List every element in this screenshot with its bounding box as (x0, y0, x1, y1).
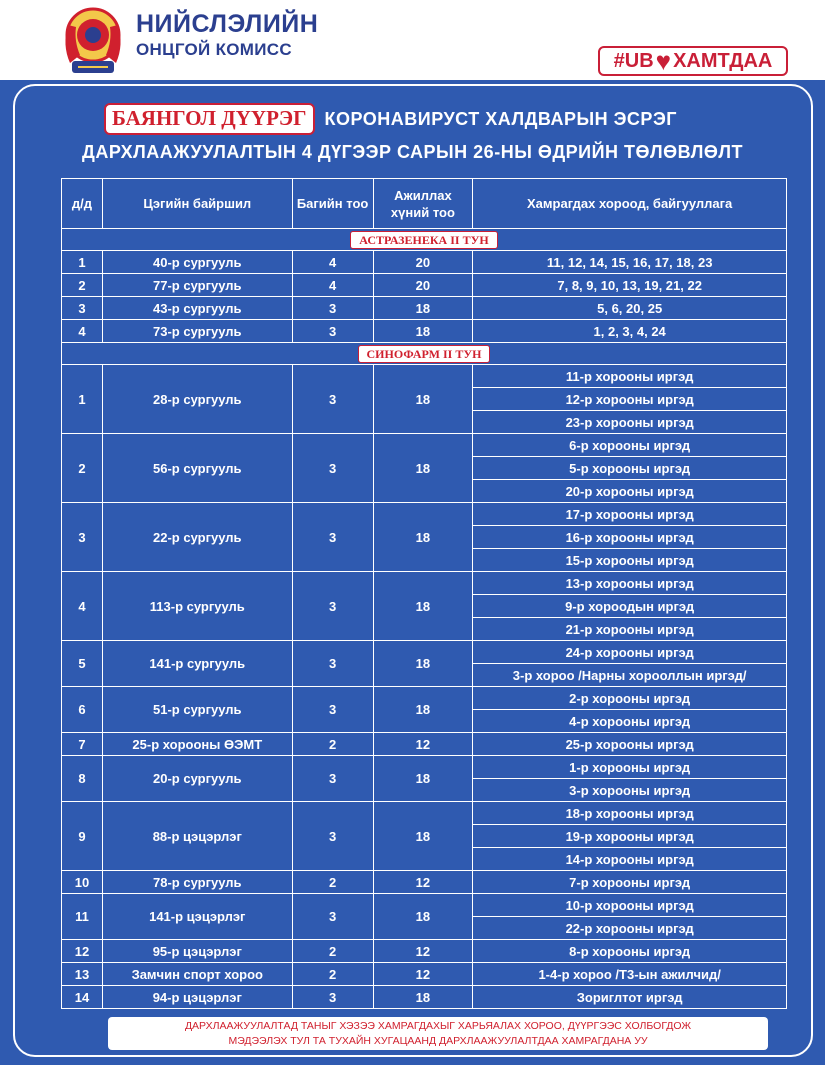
cell-coverage: 18-р хорооны иргэд (473, 802, 787, 825)
cell-teams: 3 (292, 641, 373, 687)
plan-table-body (62, 229, 787, 1009)
hashtag-right: ХАМТДАА (673, 49, 773, 72)
cell-no: 4 (62, 572, 103, 641)
cell-coverage: 12-р хорооны иргэд (473, 388, 787, 411)
cell-coverage: 15-р хорооны иргэд (473, 549, 787, 572)
table-row (62, 434, 787, 457)
section-row (62, 343, 787, 365)
cell-coverage: 17-р хорооны иргэд (473, 503, 787, 526)
cell-coverage: 24-р хорооны иргэд (473, 641, 787, 664)
table-row (62, 871, 787, 894)
cell-teams: 3 (292, 365, 373, 434)
cell-location: 88-р цэцэрлэг (102, 802, 292, 871)
table-row (62, 503, 787, 526)
cell-teams: 3 (292, 434, 373, 503)
cell-location: 95-р цэцэрлэг (102, 940, 292, 963)
cell-staff: 18 (373, 687, 473, 733)
cell-teams: 3 (292, 802, 373, 871)
cell-staff: 18 (373, 503, 473, 572)
cell-location: 77-р сургууль (102, 274, 292, 297)
cell-coverage: 2-р хорооны иргэд (473, 687, 787, 710)
cell-teams: 4 (292, 274, 373, 297)
cell-teams: 2 (292, 871, 373, 894)
cell-coverage: 1-4-р хороо /Т3-ын ажилчид/ (473, 963, 787, 986)
header-no: д/д (62, 179, 103, 229)
cell-no: 6 (62, 687, 103, 733)
cell-coverage: Зориглтот иргэд (473, 986, 787, 1009)
cell-staff: 12 (373, 940, 473, 963)
table-row (62, 940, 787, 963)
cell-coverage: 13-р хорооны иргэд (473, 572, 787, 595)
cell-staff: 20 (373, 251, 473, 274)
cell-coverage: 22-р хорооны иргэд (473, 917, 787, 940)
cell-teams: 3 (292, 503, 373, 572)
cell-location: 22-р сургууль (102, 503, 292, 572)
section-cell (62, 343, 787, 365)
cell-staff: 18 (373, 802, 473, 871)
cell-coverage: 14-р хорооны иргэд (473, 848, 787, 871)
cell-coverage: 23-р хорооны иргэд (473, 411, 787, 434)
cell-no: 10 (62, 871, 103, 894)
cell-teams: 3 (292, 756, 373, 802)
cell-coverage: 19-р хорооны иргэд (473, 825, 787, 848)
cell-staff: 18 (373, 320, 473, 343)
table-row (62, 297, 787, 320)
cell-coverage: 16-р хорооны иргэд (473, 526, 787, 549)
section-label: СИНОФАРМ II ТУН (358, 345, 491, 363)
cell-location: 40-р сургууль (102, 251, 292, 274)
cell-no: 4 (62, 320, 103, 343)
cell-coverage: 7, 8, 9, 10, 13, 19, 21, 22 (473, 274, 787, 297)
cell-coverage: 10-р хорооны иргэд (473, 894, 787, 917)
cell-location: 25-р хорооны ӨЭМТ (102, 733, 292, 756)
hashtag-left: #UB (613, 49, 654, 72)
footer-notice (108, 1017, 768, 1050)
title-line-2: ДАРХЛААЖУУЛАЛТЫН 4 ДҮГЭЭР САРЫН 26-НЫ ӨДРИЙН ТӨЛӨВЛӨЛТ (82, 142, 743, 162)
cell-location: 94-р цэцэрлэг (102, 986, 292, 1009)
section-label: АСТРАЗЕНЕКА II ТУН (350, 231, 497, 249)
cell-location: 20-р сургууль (102, 756, 292, 802)
footer-line-2: МЭДЭЭЛЭХ ТУЛ ТА ТУХАЙН ХУГАЦААНД ДАРХЛААЖУУЛАЛТДАА ХАМРАГДАНА УУ (228, 1035, 648, 1047)
cell-teams: 3 (292, 320, 373, 343)
cell-no: 1 (62, 365, 103, 434)
title-row-1 (104, 104, 677, 134)
table-row (62, 641, 787, 664)
cell-coverage: 7-р хорооны иргэд (473, 871, 787, 894)
cell-no: 13 (62, 963, 103, 986)
cell-staff: 18 (373, 365, 473, 434)
cell-teams: 3 (292, 572, 373, 641)
cell-staff: 18 (373, 572, 473, 641)
header-coverage: Хамрагдах хороод, байгууллага (473, 179, 787, 229)
header-teams (292, 179, 373, 229)
district-badge: БАЯНГОЛ ДҮҮРЭГ (104, 103, 315, 135)
header-staff (373, 179, 473, 229)
table-row (62, 251, 787, 274)
cell-coverage: 1, 2, 3, 4, 24 (473, 320, 787, 343)
cell-location: 28-р сургууль (102, 365, 292, 434)
cell-coverage: 20-р хорооны иргэд (473, 480, 787, 503)
cell-teams: 3 (292, 894, 373, 940)
cell-no: 9 (62, 802, 103, 871)
cell-coverage: 11-р хорооны иргэд (473, 365, 787, 388)
table-header-row (62, 179, 787, 229)
cell-staff: 12 (373, 963, 473, 986)
header-band (0, 0, 825, 80)
plan-table (61, 178, 787, 1009)
cell-no: 2 (62, 274, 103, 297)
cell-no: 14 (62, 986, 103, 1009)
cell-location: 51-р сургууль (102, 687, 292, 733)
cell-staff: 12 (373, 871, 473, 894)
header-teams-text: Багийн тоо (296, 196, 369, 211)
cell-coverage: 5, 6, 20, 25 (473, 297, 787, 320)
table-row (62, 687, 787, 710)
cell-location: 113-р сургууль (102, 572, 292, 641)
cell-staff: 18 (373, 894, 473, 940)
cell-staff: 18 (373, 297, 473, 320)
cell-staff: 18 (373, 641, 473, 687)
table-row (62, 963, 787, 986)
section-cell (62, 229, 787, 251)
footer-line-1: ДАРХЛААЖУУЛАЛТАД ТАНЫГ ХЭЗЭЭ ХАМРАГДАХЫГ ХАРЬЯАЛАХ ХОРОО, ДҮҮРГЭЭС ХОЛБОГДОЖ (184, 1020, 692, 1032)
cell-teams: 3 (292, 986, 373, 1009)
cell-coverage: 4-р хорооны иргэд (473, 710, 787, 733)
cell-coverage: 25-р хорооны иргэд (473, 733, 787, 756)
cell-no: 12 (62, 940, 103, 963)
org-name-line2: ОНЦГОЙ КОМИСС (136, 40, 292, 60)
cell-coverage: 5-р хорооны иргэд (473, 457, 787, 480)
cell-coverage: 9-р хороодын иргэд (473, 595, 787, 618)
section-row (62, 229, 787, 251)
cell-no: 1 (62, 251, 103, 274)
cell-coverage: 1-р хорооны иргэд (473, 756, 787, 779)
cell-coverage: 8-р хорооны иргэд (473, 940, 787, 963)
table-row (62, 365, 787, 388)
title-line-1: КОРОНАВИРУСТ ХАЛДВАРЫН ЭСРЭГ (324, 108, 677, 129)
cell-staff: 18 (373, 434, 473, 503)
org-name (136, 11, 318, 59)
cell-location: 56-р сургууль (102, 434, 292, 503)
cell-staff: 18 (373, 756, 473, 802)
table-row (62, 894, 787, 917)
cell-no: 11 (62, 894, 103, 940)
cell-coverage: 3-р хорооны иргэд (473, 779, 787, 802)
cell-location: 43-р сургууль (102, 297, 292, 320)
table-row (62, 756, 787, 779)
header-location: Цэгийн байршил (102, 179, 292, 229)
cell-no: 3 (62, 297, 103, 320)
cell-location: 141-р цэцэрлэг (102, 894, 292, 940)
table-row (62, 802, 787, 825)
cell-location: 78-р сургууль (102, 871, 292, 894)
table-row (62, 572, 787, 595)
cell-teams: 3 (292, 687, 373, 733)
cell-staff: 12 (373, 733, 473, 756)
cell-location: 73-р сургууль (102, 320, 292, 343)
table-row (62, 733, 787, 756)
cell-staff: 20 (373, 274, 473, 297)
emblem-icon (58, 5, 128, 77)
cell-location: 141-р сургууль (102, 641, 292, 687)
cell-coverage: 11, 12, 14, 15, 16, 17, 18, 23 (473, 251, 787, 274)
hashtag-badge (598, 46, 788, 76)
cell-teams: 4 (292, 251, 373, 274)
cell-teams: 2 (292, 940, 373, 963)
cell-teams: 2 (292, 963, 373, 986)
cell-coverage: 21-р хорооны иргэд (473, 618, 787, 641)
cell-teams: 2 (292, 733, 373, 756)
table-row (62, 320, 787, 343)
heart-icon: ♥ (655, 46, 672, 76)
cell-coverage: 6-р хорооны иргэд (473, 434, 787, 457)
cell-location: Замчин спорт хороо (102, 963, 292, 986)
header-staff-text: Ажиллах хүний тоо (390, 187, 455, 220)
cell-no: 3 (62, 503, 103, 572)
cell-no: 5 (62, 641, 103, 687)
cell-coverage: 3-р хороо /Нарны хорооллын иргэд/ (473, 664, 787, 687)
cell-teams: 3 (292, 297, 373, 320)
table-row (62, 274, 787, 297)
cell-no: 7 (62, 733, 103, 756)
org-name-line1: НИЙСЛЭЛИЙН (136, 10, 319, 38)
cell-no: 2 (62, 434, 103, 503)
cell-no: 8 (62, 756, 103, 802)
cell-staff: 18 (373, 986, 473, 1009)
table-row (62, 986, 787, 1009)
